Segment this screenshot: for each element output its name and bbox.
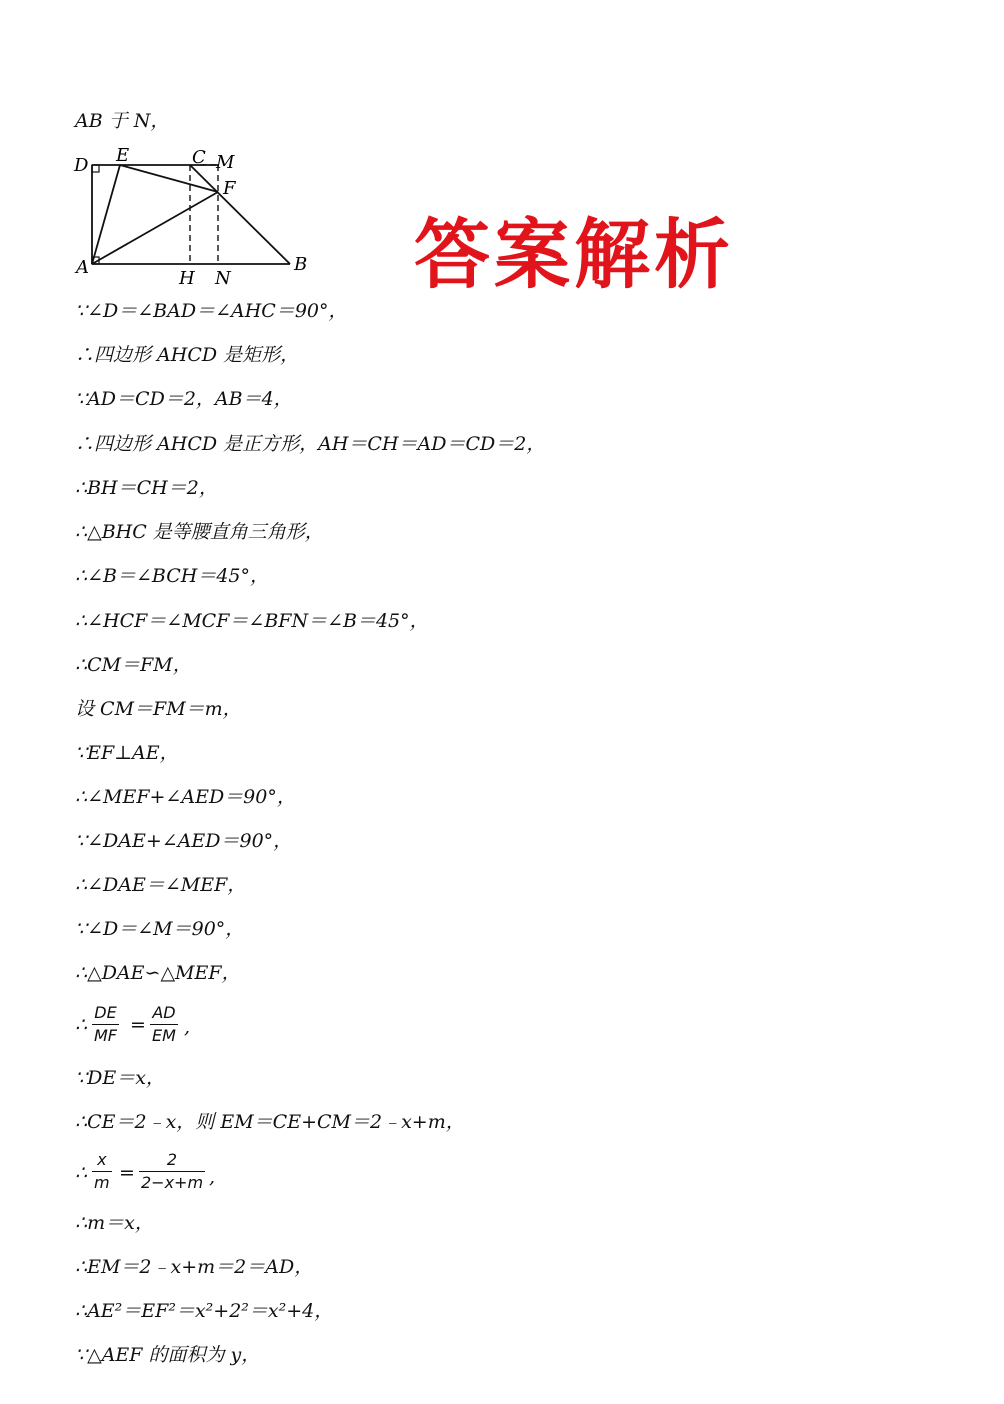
denominator: 2−x+m <box>141 1173 204 1192</box>
fraction-2-over-expr <box>139 1149 205 1194</box>
step-line: 设 CM＝FM＝m， <box>75 698 242 720</box>
step-line: ∴△DAE∽△MEF， <box>75 962 241 984</box>
label-B: B <box>294 254 308 275</box>
step-line: ∵EF⊥AE， <box>75 742 179 764</box>
label-N: N <box>215 268 231 289</box>
ratio-equals: = <box>119 1162 135 1184</box>
label-F: F <box>223 178 236 199</box>
denominator: m <box>94 1173 110 1192</box>
step-line: ∴CM＝FM， <box>75 654 192 676</box>
fraction-x-m <box>92 1149 112 1194</box>
answer-analysis-stamp: 答案解析 <box>414 210 734 299</box>
ratio-suffix: , <box>209 1166 216 1188</box>
step-line: ∴∠DAE＝∠MEF， <box>75 874 247 896</box>
step-line: ∵DE＝x， <box>75 1067 165 1089</box>
label-A: A <box>76 257 89 278</box>
step-line: ∴△BHC 是等腰直角三角形， <box>75 521 324 543</box>
label-C: C <box>192 147 206 168</box>
ratio-prefix: ∴ <box>75 1162 88 1184</box>
step-line: ∵△AEF 的面积为 y， <box>75 1344 261 1366</box>
step-line: ∴m＝x， <box>75 1212 154 1234</box>
label-M: M <box>216 152 235 173</box>
step-line: ∴∠HCF＝∠MCF＝∠BFN＝∠B＝45°， <box>75 610 429 632</box>
step-line: ∴CE＝2﹣x，则 EM＝CE+CM＝2﹣x+m， <box>75 1111 465 1133</box>
intro-line: AB 于 N， <box>75 110 170 132</box>
step-line: ∴∠B＝∠BCH＝45°， <box>75 565 269 587</box>
denominator: MF <box>94 1026 118 1045</box>
numerator: 2 <box>166 1150 178 1169</box>
numerator: AD <box>152 1003 176 1022</box>
ratio-equals: = <box>130 1014 146 1036</box>
step-line: ∵∠D＝∠BAD＝∠AHC＝90°， <box>75 300 348 322</box>
step-line: ∵∠DAE+∠AED＝90°， <box>75 830 293 852</box>
fraction-ad-em <box>150 1002 178 1047</box>
label-E: E <box>116 145 130 166</box>
step-line: ∴四边形 AHCD 是正方形，AH＝CH＝AD＝CD＝2， <box>75 433 546 455</box>
ratio-prefix: ∴ <box>75 1014 88 1036</box>
denominator: EM <box>152 1026 176 1045</box>
numerator: DE <box>94 1003 117 1022</box>
step-line: ∵∠D＝∠M＝90°， <box>75 918 245 940</box>
fraction-de-mf <box>92 1002 119 1047</box>
label-H: H <box>179 268 195 289</box>
ratio-suffix: , <box>184 1016 191 1038</box>
numerator: x <box>97 1150 107 1169</box>
label-D: D <box>74 155 89 176</box>
step-line: ∴AE²＝EF²＝x²+2²＝x²+4， <box>75 1300 334 1322</box>
step-line: ∴四边形 AHCD 是矩形， <box>75 344 300 366</box>
geometry-figure <box>68 140 328 290</box>
step-line: ∴BH＝CH＝2， <box>75 477 218 499</box>
step-line: ∴∠MEF+∠AED＝90°， <box>75 786 296 808</box>
step-line: ∵AD＝CD＝2，AB＝4， <box>75 388 293 410</box>
step-line: ∴EM＝2﹣x+m＝2＝AD， <box>75 1256 314 1278</box>
